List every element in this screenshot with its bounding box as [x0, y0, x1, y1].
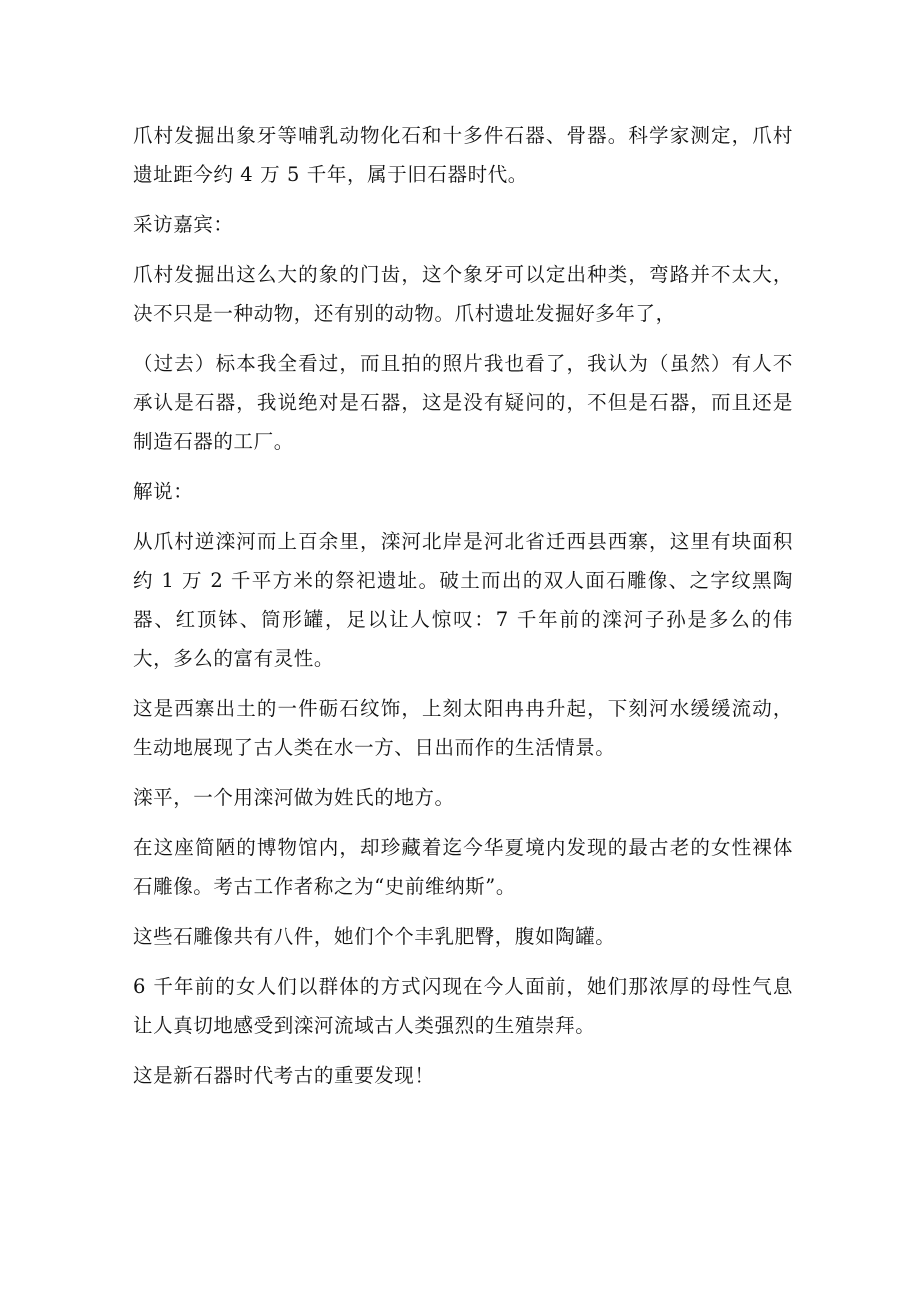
paragraph-zhaocun-findings: 爪村发掘出象牙等哺乳动物化石和十多件石器、骨器。科学家测定，爪村遗址距今约 4 万 5 千年，属于旧石器时代。: [133, 124, 793, 186]
paragraph-fertility-worship: 6 千年前的女人们以群体的方式闪现在今人面前，她们那浓厚的母性气息让人真切地感受到滦河流域古人类强烈的生殖崇拜。: [133, 975, 793, 1037]
paragraph-whetstone-pattern: 这是西寨出土的一件砺石纹饰，上刻太阳冉冉升起，下刻河水缓缓流动，生动地展现了古人类在水一方、日出而作的生活情景。: [133, 697, 793, 759]
paragraph-eight-statues: 这些石雕像共有八件，她们个个丰乳肥臀，腹如陶罐。: [133, 925, 616, 948]
document-body: [133, 116, 793, 1106]
paragraph-guest-stone-tools: （过去）标本我全看过，而且拍的照片我也看了，我认为（虽然）有人不承认是石器，我说绝对是石器，这是没有疑问的，不但是石器，而且还是制造石器的工厂。: [133, 352, 793, 453]
paragraph-museum-venus: 在这座简陋的博物馆内，却珍藏着迄今华夏境内发现的最古老的女性裸体石雕像。考古工作者称之为“史前维纳斯”。: [133, 836, 793, 898]
paragraph-narration-label: 解说：: [133, 480, 194, 503]
paragraph-xizhai-site: 从爪村逆滦河而上百余里，滦河北岸是河北省迁西县西寨，这里有块面积约 1 万 2 千平方米的祭祀遗址。破土而出的双人面石雕像、之字纹黑陶器、红顶钵、筒形罐，足以让人惊叹：7 千年前的滦河子孙是多么的伟大，多么的富有灵性。: [133, 530, 793, 670]
paragraph-neolithic-discovery: 这是新石器时代考古的重要发现！: [133, 1064, 435, 1087]
paragraph-luanping: 滦平，一个用滦河做为姓氏的地方。: [133, 786, 455, 809]
paragraph-guest-ivory: 爪村发掘出这么大的象的门齿，这个象牙可以定出种类，弯路并不太大，决不只是一种动物，还有别的动物。爪村遗址发掘好多年了，: [133, 263, 793, 325]
paragraph-guest-label: 采访嘉宾：: [133, 213, 234, 236]
